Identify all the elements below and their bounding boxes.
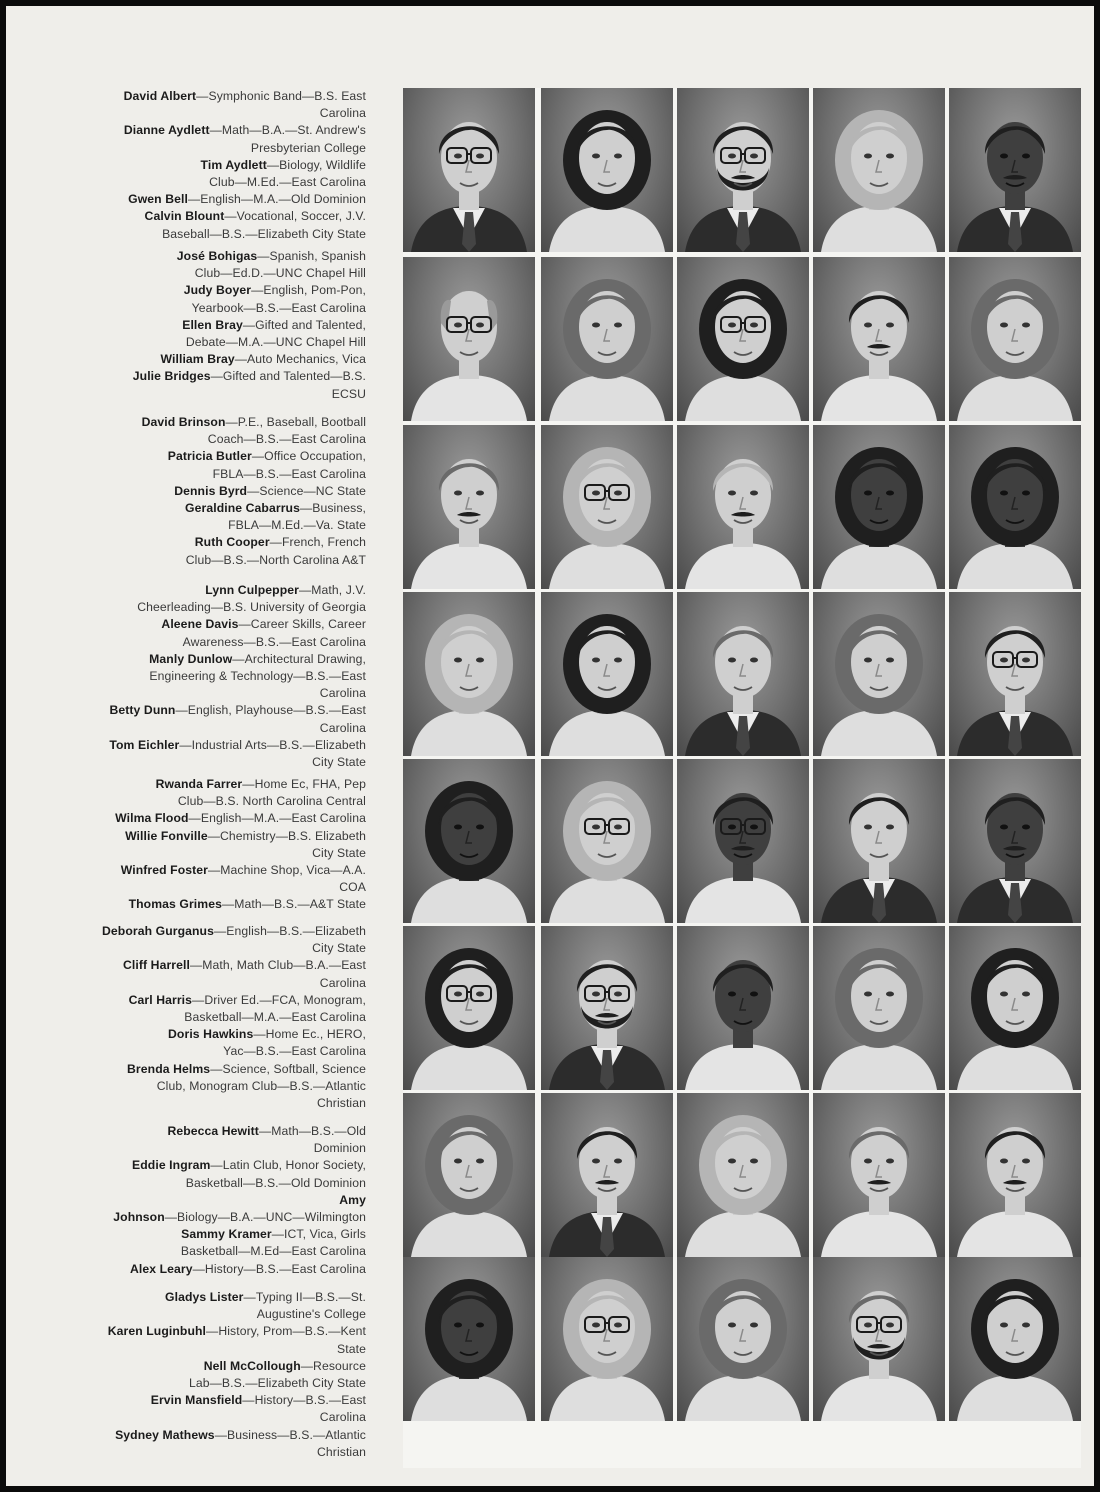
teacher-name: Geraldine Cabarrus	[185, 501, 300, 516]
teacher-name: Tim Aydlett	[200, 157, 267, 172]
caption-line	[66, 1289, 366, 1306]
caption-group-row-1	[66, 88, 366, 243]
teacher-details: Baseball—B.S.—Elizabeth City State	[162, 226, 366, 241]
caption-line	[66, 754, 366, 771]
teacher-name: Cliff Harrell	[123, 958, 190, 973]
caption-line	[66, 351, 366, 368]
teacher-details: ECSU	[331, 386, 366, 401]
faculty-portrait	[541, 1257, 673, 1421]
teacher-details: —Industrial Arts—B.S.—Elizabeth	[179, 737, 366, 752]
caption-line	[66, 1323, 366, 1340]
teacher-name: Thomas Grimes	[128, 897, 222, 912]
faculty-portrait	[403, 926, 535, 1090]
teacher-details: —Math—B.S.—Old	[258, 1124, 366, 1138]
caption-line	[66, 634, 366, 651]
caption-line	[66, 828, 366, 845]
caption-line	[66, 668, 366, 685]
teacher-details: Yac—B.S.—East Carolina	[223, 1044, 366, 1059]
faculty-portrait	[541, 425, 673, 589]
caption-line	[66, 226, 366, 243]
faculty-portrait	[949, 926, 1081, 1090]
faculty-portrait	[949, 1257, 1081, 1421]
caption-line	[66, 776, 366, 793]
caption-line	[66, 552, 366, 569]
teacher-details: —English, Playhouse—B.S.—East	[175, 703, 366, 718]
teacher-details: City State	[312, 755, 366, 770]
teacher-details: Basketball—B.S.—Old Dominion	[185, 1175, 366, 1190]
caption-line	[66, 300, 366, 317]
caption-line	[66, 122, 366, 139]
faculty-portrait	[677, 425, 809, 589]
caption-line	[66, 1226, 366, 1243]
caption-line	[66, 1375, 366, 1392]
teacher-name: Winfred Foster	[120, 863, 209, 878]
teacher-details: —History—B.S.—East	[242, 1393, 366, 1408]
teacher-details: —Home Ec., HERO,	[253, 1027, 366, 1042]
teacher-details: —Architectural Drawing,	[232, 651, 366, 666]
teacher-name: Amy	[339, 1192, 366, 1207]
caption-line	[66, 534, 366, 551]
caption-line	[66, 140, 366, 157]
teacher-details: —Office Occupation,	[251, 449, 366, 464]
caption-line	[66, 975, 366, 992]
faculty-portrait	[813, 257, 945, 421]
teacher-details: Cheerleading—B.S. University of Georgia	[137, 600, 366, 615]
teacher-details: Club—Ed.D.—UNC Chapel Hill	[194, 266, 366, 281]
teacher-details: —English—B.S.—Elizabeth	[213, 924, 366, 938]
teacher-details: —English, Pom-Pon,	[251, 283, 366, 298]
caption-line	[66, 599, 366, 616]
faculty-portrait	[813, 592, 945, 756]
faculty-portrait	[403, 1257, 535, 1421]
faculty-portrait	[949, 425, 1081, 589]
faculty-portrait	[813, 1257, 945, 1421]
faculty-portrait	[949, 592, 1081, 756]
teacher-name: José Bohigas	[176, 249, 258, 263]
teacher-name: Ruth Cooper	[194, 535, 270, 550]
caption-line	[66, 810, 366, 827]
caption-line	[66, 1095, 366, 1112]
caption-group-row-4	[66, 582, 366, 771]
caption-line	[66, 1444, 366, 1461]
caption-line	[66, 466, 366, 483]
teacher-name: Julie Bridges	[132, 369, 211, 384]
faculty-portrait	[813, 425, 945, 589]
teacher-details: —Typing II—B.S.—St.	[243, 1290, 366, 1304]
caption-line	[66, 616, 366, 633]
teacher-details: FBLA—M.Ed.—Va. State	[228, 518, 366, 533]
caption-line	[66, 1140, 366, 1157]
teacher-name: Manly Dunlow	[149, 651, 233, 666]
caption-line	[66, 282, 366, 299]
faculty-photo-grid	[403, 88, 1081, 1468]
faculty-portrait	[949, 759, 1081, 923]
teacher-name: William Bray	[160, 352, 235, 367]
caption-line	[66, 992, 366, 1009]
teacher-name: Gwen Bell	[128, 192, 188, 207]
caption-line	[66, 191, 366, 208]
caption-line	[66, 1043, 366, 1060]
teacher-details: Club, Monogram Club—B.S.—Atlantic	[156, 1078, 366, 1093]
caption-line	[66, 582, 366, 599]
teacher-details: —Gifted and Talented,	[242, 317, 366, 332]
teacher-details: Engineering & Technology—B.S.—East	[149, 669, 366, 684]
caption-line	[66, 368, 366, 385]
faculty-portrait	[949, 257, 1081, 421]
caption-group-row-8	[66, 1289, 366, 1461]
teacher-name: Ervin Mansfield	[150, 1393, 243, 1408]
teacher-details: City State	[312, 941, 366, 956]
teacher-name: Rwanda Farrer	[155, 777, 243, 791]
teacher-details: Dominion	[313, 1141, 366, 1156]
teacher-name: Ellen Bray	[182, 317, 243, 332]
caption-line	[66, 685, 366, 702]
caption-line	[66, 923, 366, 940]
teacher-name: Lynn Culpepper	[205, 583, 299, 597]
faculty-portrait	[403, 592, 535, 756]
caption-line	[66, 1358, 366, 1375]
teacher-name: David Albert	[123, 89, 197, 103]
faculty-portrait	[541, 592, 673, 756]
caption-line	[66, 248, 366, 265]
caption-group-row-5	[66, 776, 366, 914]
caption-line	[66, 386, 366, 403]
teacher-name: Wilma Flood	[115, 811, 189, 826]
teacher-details: —Latin Club, Honor Society,	[210, 1158, 366, 1173]
caption-line	[66, 793, 366, 810]
faculty-portrait	[677, 88, 809, 252]
teacher-name: Eddie Ingram	[132, 1158, 211, 1173]
teacher-name: Carl Harris	[128, 992, 193, 1007]
teacher-details: —Auto Mechanics, Vica	[234, 352, 366, 367]
caption-line	[66, 1061, 366, 1078]
teacher-details: —Business,	[299, 501, 366, 516]
faculty-portrait	[677, 1093, 809, 1257]
teacher-name: Alex Leary	[129, 1261, 193, 1276]
faculty-portrait	[541, 257, 673, 421]
teacher-name: Karen Luginbuhl	[107, 1324, 207, 1339]
teacher-details: Club—B.S. North Carolina Central	[177, 794, 366, 809]
teacher-details: Christian	[317, 1444, 366, 1459]
caption-line	[66, 431, 366, 448]
faculty-portrait	[813, 1093, 945, 1257]
faculty-portrait	[403, 257, 535, 421]
teacher-details: —Home Ec, FHA, Pep	[242, 777, 366, 791]
caption-line	[66, 334, 366, 351]
faculty-portrait	[403, 759, 535, 923]
faculty-portrait	[541, 1093, 673, 1257]
teacher-details: Club—M.Ed.—East Carolina	[209, 175, 366, 190]
faculty-portrait	[677, 759, 809, 923]
teacher-details: COA	[339, 880, 366, 895]
teacher-details: —Career Skills, Career	[238, 617, 366, 632]
teacher-name: Dennis Byrd	[174, 483, 248, 498]
caption-line	[66, 1009, 366, 1026]
caption-line	[66, 157, 366, 174]
teacher-details: —Math—B.A.—St. Andrew's	[209, 123, 366, 138]
faculty-captions	[66, 6, 368, 1486]
caption-line	[66, 265, 366, 282]
faculty-portrait	[949, 88, 1081, 252]
teacher-details: —ICT, Vica, Girls	[271, 1227, 366, 1242]
caption-group-row-7	[66, 1123, 366, 1278]
caption-line	[66, 720, 366, 737]
faculty-portrait	[403, 88, 535, 252]
faculty-portrait	[813, 88, 945, 252]
teacher-name: Deborah Gurganus	[102, 924, 214, 938]
teacher-details: City State	[312, 845, 366, 860]
teacher-details: —Chemistry—B.S. Elizabeth	[207, 828, 366, 843]
teacher-details: Christian	[317, 1096, 366, 1111]
teacher-name: Brenda Helms	[127, 1061, 211, 1076]
teacher-details: FBLA—B.S.—East Carolina	[212, 466, 366, 481]
teacher-details: —Vocational, Soccer, J.V.	[224, 209, 366, 224]
faculty-portrait	[403, 1093, 535, 1257]
teacher-name: Doris Hawkins	[168, 1027, 254, 1042]
teacher-details: Yearbook—B.S.—East Carolina	[191, 300, 366, 315]
teacher-details: —Symphonic Band—B.S. East	[196, 89, 366, 103]
caption-line	[66, 174, 366, 191]
faculty-portrait	[949, 1093, 1081, 1257]
faculty-portrait	[677, 257, 809, 421]
caption-line	[66, 1392, 366, 1409]
teacher-details: —Biology—B.A.—UNC—Wilmington	[164, 1210, 366, 1225]
yearbook-page	[6, 6, 1094, 1486]
caption-line	[66, 1409, 366, 1426]
caption-line	[66, 957, 366, 974]
teacher-details: —Science—NC State	[247, 483, 366, 498]
teacher-details: Awareness—B.S.—East Carolina	[182, 634, 366, 649]
teacher-name: David Brinson	[141, 415, 226, 429]
teacher-details: —Business—B.S.—Atlantic	[214, 1427, 366, 1442]
caption-line	[66, 1078, 366, 1095]
faculty-portrait	[677, 592, 809, 756]
teacher-details: State	[337, 1341, 366, 1356]
caption-line	[66, 1192, 366, 1209]
teacher-name: Betty Dunn	[109, 703, 176, 718]
caption-line	[66, 414, 366, 431]
teacher-details: Presbyterian College	[250, 140, 366, 155]
teacher-details: —History—B.S.—East Carolina	[192, 1261, 366, 1276]
caption-group-row-6	[66, 923, 366, 1112]
teacher-name: Nell McCollough	[203, 1358, 301, 1373]
teacher-details: —Machine Shop, Vica—A.A.	[208, 863, 366, 878]
teacher-name: Judy Boyer	[183, 283, 252, 298]
caption-line	[66, 208, 366, 225]
teacher-details: —Math, Math Club—B.A.—East	[190, 958, 366, 973]
teacher-details: Carolina	[319, 106, 366, 121]
teacher-name: Willie Fonville	[125, 828, 208, 843]
caption-line	[66, 483, 366, 500]
caption-line	[66, 896, 366, 913]
caption-line	[66, 1026, 366, 1043]
faculty-portrait	[403, 425, 535, 589]
teacher-name: Dianne Aydlett	[123, 123, 210, 138]
teacher-details: —French, French	[269, 535, 366, 550]
teacher-details: Basketball—M.Ed—East Carolina	[180, 1244, 366, 1259]
faculty-portrait	[677, 926, 809, 1090]
caption-line	[66, 1341, 366, 1358]
teacher-details: —Science, Softball, Science	[210, 1061, 366, 1076]
teacher-details: —Math, J.V.	[298, 583, 366, 597]
teacher-name: Patricia Butler	[167, 449, 252, 464]
caption-line	[66, 845, 366, 862]
faculty-portrait	[677, 1257, 809, 1421]
caption-line	[66, 651, 366, 668]
teacher-details: Augustine's College	[256, 1307, 366, 1322]
teacher-name: Rebecca Hewitt	[167, 1124, 259, 1138]
teacher-details: —English—M.A.—Old Dominion	[187, 192, 366, 207]
teacher-details: —Resource	[300, 1358, 366, 1373]
teacher-name: Sydney Mathews	[115, 1427, 215, 1442]
teacher-name: Calvin Blount	[144, 209, 225, 224]
faculty-portrait	[541, 926, 673, 1090]
teacher-details: Coach—B.S.—East Carolina	[207, 432, 366, 447]
teacher-details: Basketball—M.A.—East Carolina	[184, 1010, 366, 1025]
teacher-details: —Driver Ed.—FCA, Monogram,	[192, 992, 366, 1007]
caption-line	[66, 940, 366, 957]
caption-line	[66, 105, 366, 122]
faculty-portrait	[541, 759, 673, 923]
teacher-details: —Gifted and Talented—B.S.	[210, 369, 366, 384]
caption-line	[66, 1209, 366, 1226]
teacher-details: Carolina	[319, 686, 366, 701]
caption-line	[66, 1306, 366, 1323]
teacher-details: Carolina	[319, 975, 366, 990]
caption-line	[66, 1175, 366, 1192]
teacher-details: —History, Prom—B.S.—Kent	[206, 1324, 366, 1339]
caption-line	[66, 1157, 366, 1174]
teacher-details: Debate—M.A.—UNC Chapel Hill	[185, 335, 366, 350]
caption-line	[66, 1123, 366, 1140]
faculty-portrait	[813, 759, 945, 923]
caption-group-row-2	[66, 248, 366, 403]
caption-line	[66, 1427, 366, 1444]
caption-line	[66, 448, 366, 465]
faculty-portrait	[541, 88, 673, 252]
teacher-details: Lab—B.S.—Elizabeth City State	[189, 1376, 366, 1391]
caption-line	[66, 517, 366, 534]
teacher-details: —Biology, Wildlife	[266, 157, 366, 172]
caption-line	[66, 500, 366, 517]
caption-line	[66, 702, 366, 719]
caption-line	[66, 1243, 366, 1260]
teacher-details: —Spanish, Spanish	[257, 249, 366, 263]
teacher-details: Club—B.S.—North Carolina A&T	[185, 552, 366, 567]
teacher-details: —P.E., Baseball, Bootball	[225, 415, 366, 429]
teacher-name: Sammy Kramer	[181, 1227, 272, 1242]
caption-line	[66, 862, 366, 879]
caption-line	[66, 879, 366, 896]
caption-line	[66, 1261, 366, 1278]
teacher-name: Aleene Davis	[161, 617, 239, 632]
teacher-name: Gladys Lister	[165, 1290, 244, 1304]
caption-line	[66, 317, 366, 334]
teacher-details: Carolina	[319, 1410, 366, 1425]
teacher-details: —English—M.A.—East Carolina	[188, 811, 366, 826]
teacher-name: Johnson	[113, 1210, 165, 1225]
teacher-details: Carolina	[319, 720, 366, 735]
teacher-name: Tom Eichler	[109, 737, 180, 752]
caption-line	[66, 88, 366, 105]
faculty-portrait	[813, 926, 945, 1090]
caption-group-row-3	[66, 414, 366, 569]
teacher-details: —Math—B.S.—A&T State	[221, 897, 366, 912]
caption-line	[66, 737, 366, 754]
